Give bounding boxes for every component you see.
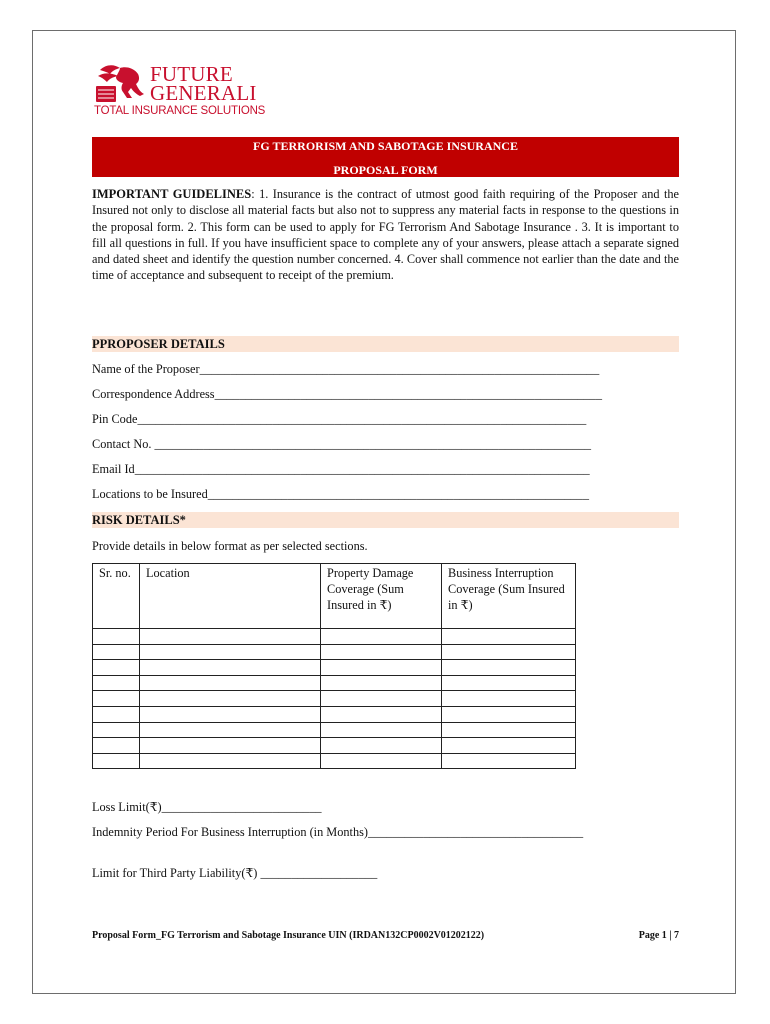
table-cell[interactable]	[321, 706, 442, 722]
proposer-details-heading: PPROPOSER DETAILS	[92, 336, 679, 352]
table-row	[93, 629, 576, 645]
table-cell[interactable]	[93, 660, 140, 676]
table-cell[interactable]	[93, 722, 140, 738]
table-cell[interactable]	[140, 706, 321, 722]
guidelines-text: : 1. Insurance is the contract of utmost good faith requiring of the Proposer and the Insured not only to disclose all material facts but also not to suppress any material facts in response to the questions in the proposal form. 2. This form can be used to apply for FG Terrorism And Sabotage Insurance . 3. It is important to fill all questions in full. If you have insufficient space to complete any of your answers, please attach a separate signed and dated sheet and identify the question number concerned. 4. Cover shall commence not earlier than the date and the time of acceptance and subsequent to receipt of the premium.	[92, 187, 680, 283]
column-header-property-damage: Property Damage Coverage (Sum Insured in ₹)	[321, 564, 442, 629]
table-cell[interactable]	[442, 660, 576, 676]
guidelines-label: IMPORTANT GUIDELINES	[92, 187, 252, 201]
table-cell[interactable]	[140, 722, 321, 738]
correspondence-address-field[interactable]	[92, 387, 679, 402]
form-subtitle: PROPOSAL FORM	[333, 163, 438, 177]
table-row	[93, 706, 576, 722]
risk-details-instructions: Provide details in below format as per selected sections.	[92, 539, 368, 553]
table-row	[93, 691, 576, 707]
table-cell[interactable]	[321, 660, 442, 676]
table-cell[interactable]	[321, 691, 442, 707]
loss-limit-field[interactable]: Loss Limit(₹)__________________________	[92, 800, 322, 814]
table-cell[interactable]	[140, 629, 321, 645]
table-cell[interactable]	[442, 691, 576, 707]
table-row	[93, 738, 576, 754]
table-cell[interactable]	[93, 706, 140, 722]
table-cell[interactable]	[321, 644, 442, 660]
third-party-liability-field[interactable]: Limit for Third Party Liability(₹) ___________________	[92, 866, 378, 880]
indemnity-period-field[interactable]: Indemnity Period For Business Interruption (in Months)___________________________________	[92, 825, 584, 839]
table-cell[interactable]	[93, 753, 140, 769]
risk-table-body	[93, 629, 576, 769]
column-header-location: Location	[140, 564, 321, 629]
table-cell[interactable]	[93, 691, 140, 707]
form-title: FG TERRORISM AND SABOTAGE INSURANCE	[253, 139, 518, 153]
table-cell[interactable]	[442, 644, 576, 660]
future-generali-logo	[94, 62, 266, 120]
logo-wordmark-line1: FUTURE	[150, 62, 233, 86]
table-cell[interactable]	[321, 738, 442, 754]
field-blank[interactable]: __________________________________________________________________________	[134, 462, 590, 476]
logo-wordmark-line2: GENERALI	[150, 81, 257, 105]
column-header-sr-no: Sr. no.	[93, 564, 140, 629]
proposer-name-field[interactable]	[92, 362, 679, 377]
table-row	[93, 675, 576, 691]
table-cell[interactable]	[93, 644, 140, 660]
contact-number-field[interactable]	[92, 437, 679, 452]
table-cell[interactable]	[140, 753, 321, 769]
table-cell[interactable]	[93, 675, 140, 691]
table-cell[interactable]	[140, 660, 321, 676]
table-cell[interactable]	[321, 675, 442, 691]
form-title-banner	[92, 137, 679, 177]
table-cell[interactable]	[321, 629, 442, 645]
logo-tagline: TOTAL INSURANCE SOLUTIONS	[94, 105, 266, 117]
table-row	[93, 753, 576, 769]
field-blank[interactable]: _______________________________________________________________________	[154, 437, 592, 451]
field-label: Name of the Proposer	[92, 362, 200, 376]
table-cell[interactable]	[140, 644, 321, 660]
field-blank[interactable]: ______________________________________________________________	[207, 487, 589, 501]
field-blank[interactable]: _______________________________________________________________	[214, 387, 602, 401]
field-blank[interactable]: _________________________________________________________________	[199, 362, 600, 376]
table-cell[interactable]	[321, 753, 442, 769]
table-cell[interactable]	[93, 738, 140, 754]
table-cell[interactable]	[442, 706, 576, 722]
column-header-business-interruption: Business Interruption Coverage (Sum Insured in ₹)	[442, 564, 576, 629]
table-cell[interactable]	[442, 753, 576, 769]
table-cell[interactable]	[140, 691, 321, 707]
table-cell[interactable]	[442, 629, 576, 645]
table-cell[interactable]	[442, 738, 576, 754]
table-cell[interactable]	[442, 722, 576, 738]
table-cell[interactable]	[321, 722, 442, 738]
field-label: Correspondence Address	[92, 387, 215, 401]
table-cell[interactable]	[93, 629, 140, 645]
field-label: Pin Code	[92, 412, 138, 426]
table-row	[93, 660, 576, 676]
table-cell[interactable]	[140, 675, 321, 691]
page-number: Page 1 | 7	[638, 930, 679, 941]
winged-lion-icon	[94, 62, 148, 104]
risk-details-heading: RISK DETAILS*	[92, 512, 679, 528]
table-cell[interactable]	[140, 738, 321, 754]
table-header-row	[93, 564, 576, 629]
field-label: Contact No.	[92, 437, 155, 451]
email-id-field[interactable]	[92, 462, 679, 477]
table-row	[93, 644, 576, 660]
footer-document-id: Proposal Form_FG Terrorism and Sabotage Insurance UIN (IRDAN132CP0002V01202122)	[92, 930, 485, 941]
risk-details-table	[92, 563, 576, 769]
pin-code-field[interactable]	[92, 412, 679, 427]
field-label: Locations to be Insured	[92, 487, 208, 501]
field-label: Email Id	[92, 462, 135, 476]
table-row	[93, 722, 576, 738]
table-cell[interactable]	[442, 675, 576, 691]
locations-to-be-insured-field[interactable]	[92, 487, 679, 502]
field-blank[interactable]: _________________________________________________________________________	[137, 412, 587, 426]
important-guidelines	[92, 186, 679, 284]
